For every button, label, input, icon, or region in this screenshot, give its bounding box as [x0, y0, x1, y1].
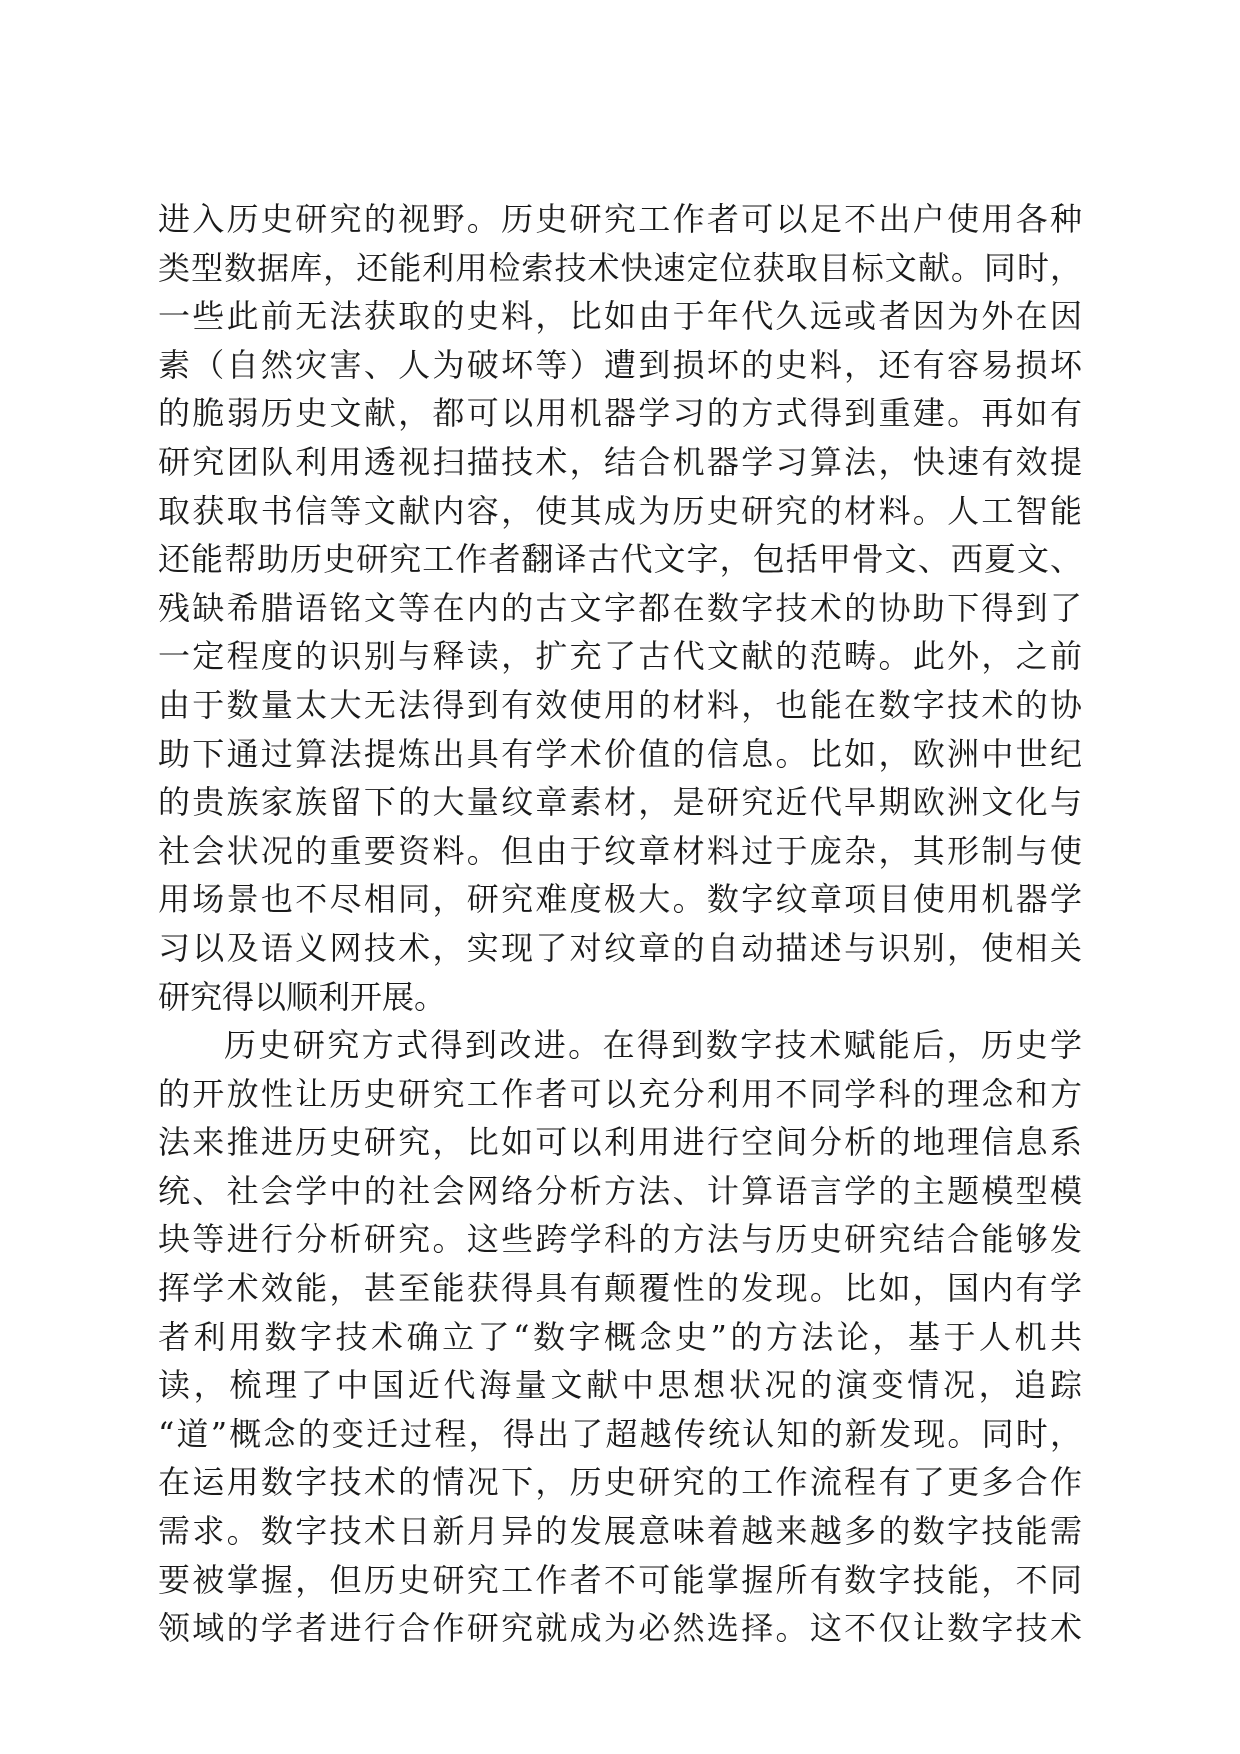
text-line: 领域的学者进行合作研究就成为必然选择。这不仅让数字技术 [158, 1609, 1082, 1648]
body-text [158, 195, 1082, 1653]
text-line: 读，梳理了中国近代海量文献中思想状况的演变情况，追踪 [158, 1366, 1082, 1405]
text-line: 用场景也不尽相同，研究难度极大。数字纹章项目使用机器学 [158, 880, 1082, 919]
text-line: 挥学术效能，甚至能获得具有颠覆性的发现。比如，国内有学 [158, 1269, 1082, 1308]
text-line: 残缺希腊语铭文等在内的古文字都在数字技术的协助下得到了 [158, 588, 1082, 627]
text-line: 者利用数字技术确立了“数字概念史”的方法论，基于人机共 [158, 1317, 1082, 1356]
text-line: 研究得以顺利开展。 [158, 977, 447, 1016]
text-line: 历史研究方式得到改进。在得到数字技术赋能后，历史学 [224, 1026, 1082, 1065]
text-line: 社会状况的重要资料。但由于纹章材料过于庞杂，其形制与使 [158, 831, 1082, 870]
text-line: 的贵族家族留下的大量纹章素材，是研究近代早期欧洲文化与 [158, 783, 1082, 822]
text-line: 习以及语义网技术，实现了对纹章的自动描述与识别，使相关 [158, 928, 1082, 967]
text-line: 助下通过算法提炼出具有学术价值的信息。比如，欧洲中世纪 [158, 734, 1082, 773]
text-line: 需求。数字技术日新月异的发展意味着越来越多的数字技能需 [158, 1512, 1082, 1551]
text-line: “道”概念的变迁过程，得出了超越传统认知的新发现。同时， [158, 1414, 1082, 1453]
text-line: 块等进行分析研究。这些跨学科的方法与历史研究结合能够发 [158, 1220, 1082, 1259]
text-line: 法来推进历史研究，比如可以利用进行空间分析的地理信息系 [158, 1123, 1082, 1162]
text-line: 素（自然灾害、人为破坏等）遭到损坏的史料，还有容易损坏 [158, 345, 1082, 384]
text-line: 一些此前无法获取的史料，比如由于年代久远或者因为外在因 [158, 297, 1082, 336]
text-line: 取获取书信等文献内容，使其成为历史研究的材料。人工智能 [158, 491, 1082, 530]
text-line: 在运用数字技术的情况下，历史研究的工作流程有了更多合作 [158, 1463, 1082, 1502]
text-line: 统、社会学中的社会网络分析方法、计算语言学的主题模型模 [158, 1171, 1082, 1210]
text-line: 要被掌握，但历史研究工作者不可能掌握所有数字技能，不同 [158, 1560, 1082, 1599]
text-line: 的脆弱历史文献，都可以用机器学习的方式得到重建。再如有 [158, 394, 1082, 433]
text-line: 还能帮助历史研究工作者翻译古代文字，包括甲骨文、西夏文、 [158, 540, 1082, 579]
text-line: 由于数量太大无法得到有效使用的材料，也能在数字技术的协 [158, 685, 1082, 724]
text-line: 的开放性让历史研究工作者可以充分利用不同学科的理念和方 [158, 1074, 1082, 1113]
text-line: 进入历史研究的视野。历史研究工作者可以足不出户使用各种 [158, 200, 1082, 238]
paragraph [158, 195, 1082, 1021]
text-line: 研究团队利用透视扫描技术，结合机器学习算法，快速有效提 [158, 442, 1082, 481]
text-line: 一定程度的识别与释读，扩充了古代文献的范畴。此外，之前 [158, 637, 1082, 676]
text-line: 类型数据库，还能利用检索技术快速定位获取目标文献。同时， [158, 248, 1082, 287]
paragraph [158, 1021, 1082, 1653]
